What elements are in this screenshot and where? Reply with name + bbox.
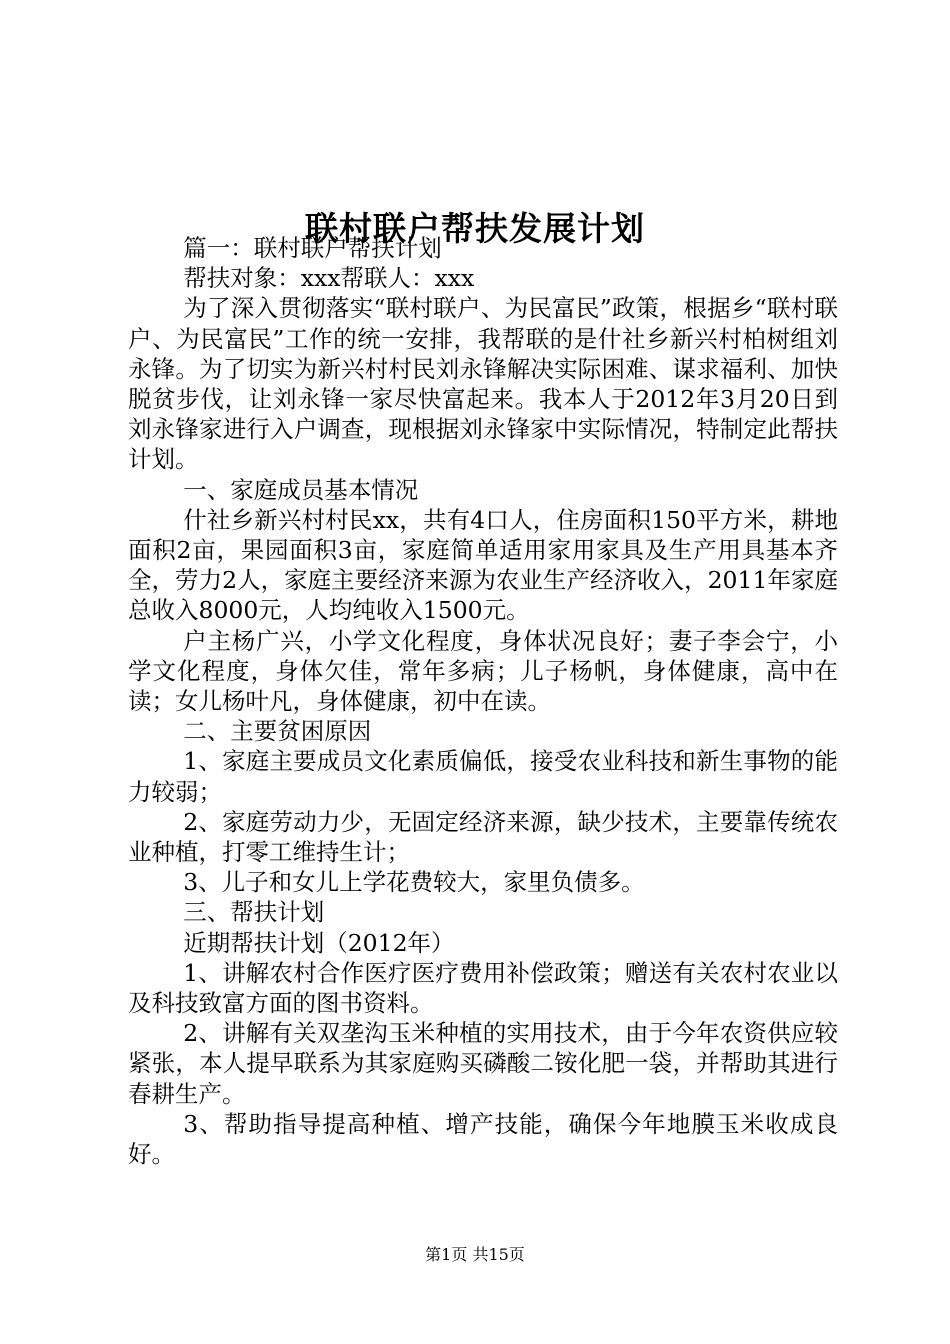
list-item-plan-2: 2、讲解有关双垄沟玉米种植的实用技术，由于今年农资供应较紧张，本人提早联系为其家庭购买磷酸二铵化肥一袋，并帮助其进行春耕生产。 [128,1019,838,1108]
list-item-cause-3: 3、儿子和女儿上学花费较大，家里负债多。 [183,868,645,897]
paragraph-heading-part-one: 篇一：联村联户帮扶计划 [183,234,442,262]
paragraph-family-overview: 什社乡新兴村村民xx，共有4口人，住房面积150平方米，耕地面积2亩，果园面积3亩，家庭简单适用家用家具及生产用具基本齐全，劳力2人，家庭主要经济来源为农业生产经济收入，2011年家庭总收入8000元，人均纯收入1500元。 [128,505,838,625]
section-heading-poverty-causes: 二、主要贫困原因 [183,717,372,746]
list-item-cause-1: 1、家庭主要成员文化素质偏低，接受农业科技和新生事物的能力较弱； [128,747,838,806]
paragraph-family-members: 户主杨广兴，小学文化程度，身体状况良好；妻子李会宁，小学文化程度，身体欠佳，常年多病；儿子杨帆，身体健康，高中在读；女儿杨叶凡，身体健康，初中在读。 [128,626,838,716]
subheading-short-term-plan: 近期帮扶计划（2012年） [183,928,455,957]
list-item-plan-3: 3、帮助指导提高种植、增产技能，确保今年地膜玉米收成良好。 [128,1109,838,1169]
page-footer: 第1页 共15页 [425,1245,525,1264]
list-item-cause-2: 2、家庭劳动力少，无固定经济来源，缺少技术，主要靠传统农业种植，打零工维持生计； [128,807,838,867]
paragraph-introduction: 为了深入贯彻落实“联村联户、为民富民”政策，根据乡“联村联户、为民富民”工作的统一安排，我帮联的是什社乡新兴村柏树组刘永锋。为了切实为新兴村村民刘永锋解决实际困难、谋求福利、加快脱贫步伐，让刘永锋一家尽快富起来。我本人于2012年3月20日到刘永锋家进行入户调查，现根据刘永锋家中实际情况，特制定此帮扶计划。 [128,294,838,474]
document-body [128,233,838,1169]
list-item-plan-1: 1、讲解农村合作医疗医疗费用补偿政策；赠送有关农村农业以及科技致富方面的图书资料。 [128,958,838,1018]
section-heading-aid-plan: 三、帮扶计划 [183,898,325,927]
section-heading-family-members: 一、家庭成员基本情况 [183,475,419,504]
document-title: 联村联户帮扶发展计划 [305,209,645,249]
paragraph-aid-target: 帮扶对象：xxx帮联人：xxx [183,264,475,293]
